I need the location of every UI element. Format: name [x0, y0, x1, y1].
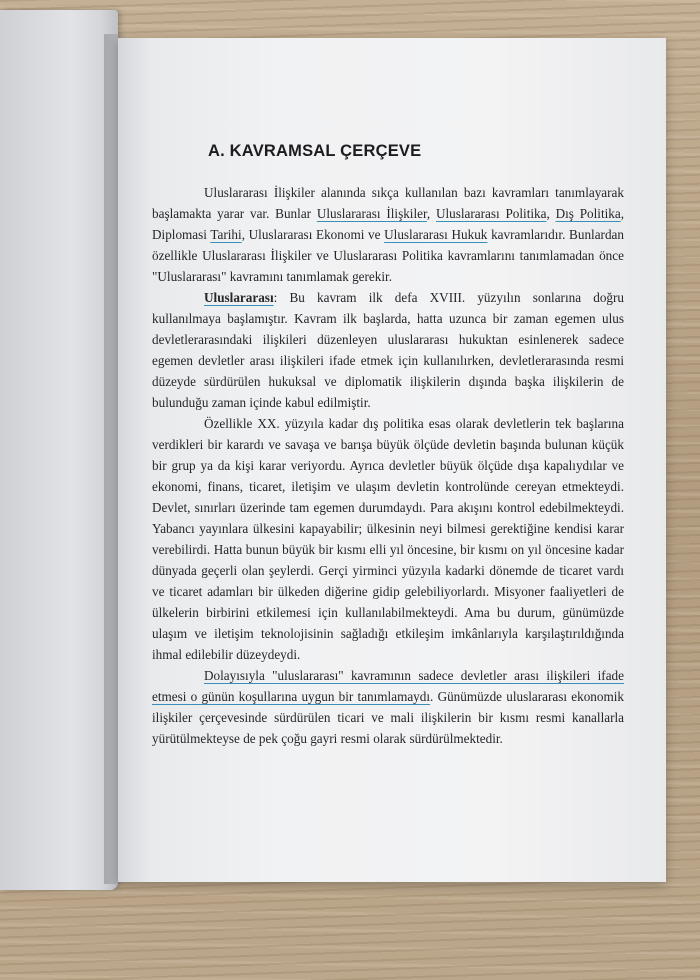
paragraph-3: Özellikle XX. yüzyıla kadar dış politika esas olarak devletlerin tek başlarına verdikleri bir karardı ve savaşa ve barışa büyük ölçüde devletin başında bulunan küçük bir grup ya da kişi karar veriyordu. Ayrıca devletler büyük ölçüde dışa kapalıydılar ve ekonomi, finans, ticaret, iletişim ve ulaşım devletin kontrolünde cereyan etmekteydi. Devlet, sınırları üzerinde tam egemen durumdaydı. Para akışını kontrol edebilmekteydi. Yabancı yayınlara ülkesini kapayabilir; ülkesinin neyi bilmesi gerektiğine kendisi karar verebilirdi. Hatta bunun büyük bir kısmı elli yıl öncesine, bir kısmı on yıl öncesine kadar dünyada geçerli olan şeylerdi. Gerçi yirminci yüzyıla kadarki dönemde de ticaret vardı ve ticaret adamları bir ülkeden diğerine gidip gelebiliyorlardı. Misyoner faaliyetleri de ülkelerin birbirini etkilemesi için kullanılabilmekteydi. Ama bu durum, günümüzde ulaşım ve iletişim teknolojisinin sağladığı etkileşim imkânlarıyla karşılaştırıldığında ihmal edilebilir düzeydeydi.: [152, 416, 624, 662]
p1-underline-2: Uluslararası Politika: [435, 206, 547, 221]
section-heading: A. KAVRAMSAL ÇERÇEVE: [208, 142, 422, 160]
p1-underline-4: Tarihi: [210, 227, 242, 242]
paragraph-2: [152, 287, 624, 413]
p1-text-1: Uluslararası İlişkiler alanında sıkça kullanılan bazı kavramları tanımlayarak başlamakta yarar var. Bunlar: [152, 185, 624, 221]
p1-text-4: , Diplomasi: [152, 206, 625, 242]
p1-text-3: ,: [546, 206, 556, 221]
p1-underline-3: Dış Politika: [555, 206, 621, 221]
p1-underline-5: Uluslararası Hukuk: [384, 227, 488, 242]
p1-text-5: , Uluslararası Ekonomi ve: [241, 227, 385, 242]
paragraph-4: [152, 665, 624, 749]
book-page: [118, 38, 666, 882]
p1-text-6: kavramlarıdır. Bunlardan özellikle Uluslararası İlişkiler ve Uluslararası Politika kavramlarını tanımlamadan önce "Uluslararası" kavramını tanımlamak gerekir.: [152, 227, 624, 284]
p2-term: Uluslararası: [204, 290, 274, 305]
p2-text: : Bu kavram ilk defa XVIII. yüzyılın sonlarına doğru kullanılmaya başlamıştır. Kavram ilk başlarda, hatta uzunca bir zaman egemen ulus devletlerarasındaki ilişkileri düzenleyen uluslararası hukuktan esinlenerek sadece egemen devletler arası ilişkileri ifade etmek için kullanılırken, devletlerarasında resmi düzeyde sürdürülen hukuksal ve diplomatik ilişkilerin dışında başka ilişkilerin de bulunduğu zaman içinde kabul edilmiştir.: [152, 290, 624, 410]
p4-text: . Günümüzde uluslararası ekonomik ilişkiler çerçevesinde sürdürülen ticari ve mali ilişkilerin bir kısmı resmi kanallarla yürütülmekteyse de pek çoğu gayri resmi olarak sürdürülmektedir.: [152, 689, 624, 746]
p1-underline-1: Uluslararası İlişkiler: [316, 206, 427, 221]
p4-underline: Dolayısıyla "uluslararası" kavramının sadece devletler arası ilişkileri ifade etmesi o günün koşullarına uygun bir tanımlamaydı: [152, 668, 624, 704]
paragraph-1: [152, 182, 624, 287]
p1-text-2: ,: [426, 206, 436, 221]
left-page-edge: [0, 10, 118, 890]
paragraph-container: [152, 182, 624, 749]
